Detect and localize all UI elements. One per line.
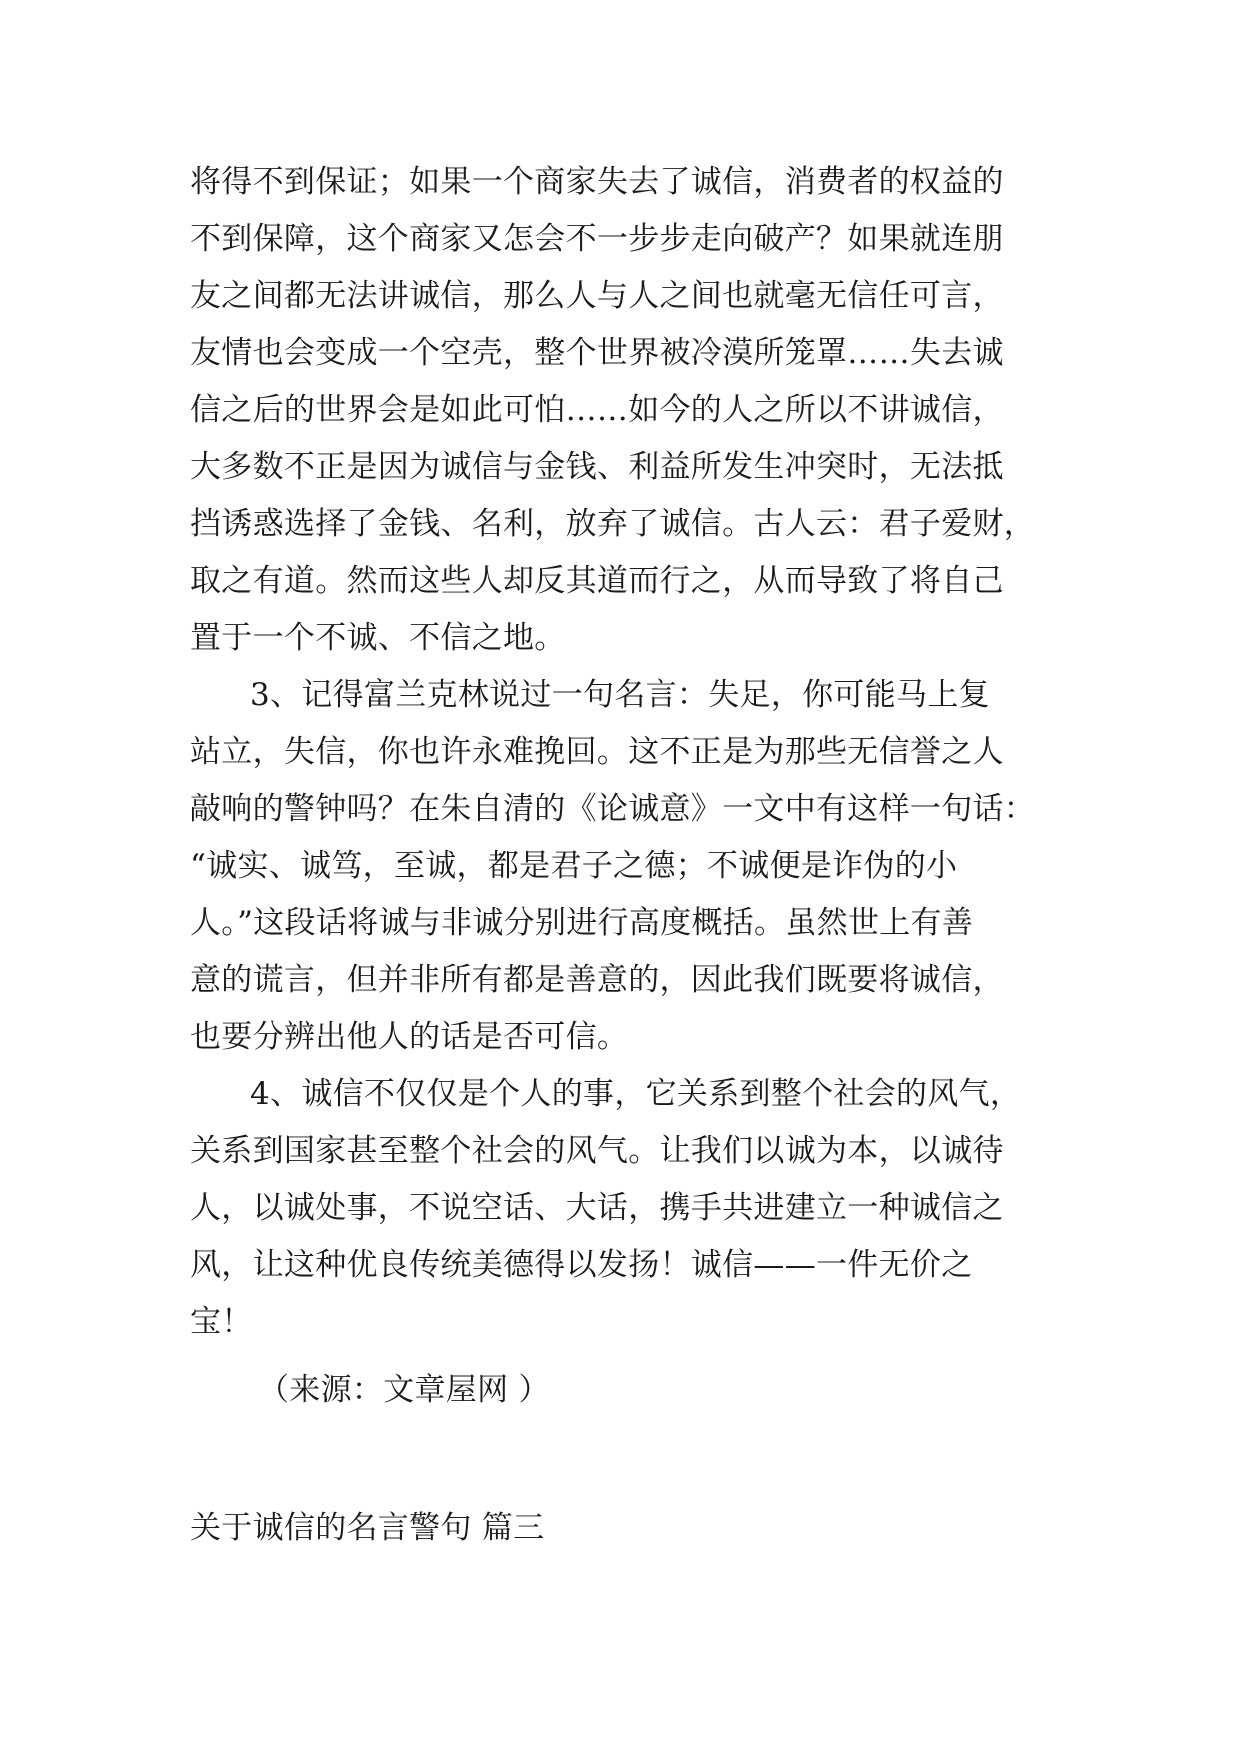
- source-note: （来源：文章屋网 ）: [258, 1372, 550, 1408]
- body-text-line: 也要分辨出他人的话是否可信。: [190, 1019, 629, 1055]
- body-text-line: “诚实、诚笃，至诚，都是君子之德；不诚便是诈伪的小: [190, 848, 958, 884]
- body-text-line: 友情也会变成一个空壳，整个世界被冷漠所笼罩……失去诚: [190, 335, 1004, 371]
- body-text-line: 信之后的世界会是如此可怕……如今的人之所以不讲诚信，: [190, 392, 1004, 428]
- body-text-line: 敲响的警钟吗？在朱自清的《论诚意》一文中有这样一句话：: [190, 791, 1036, 827]
- body-text-line: 友之间都无法讲诚信，那么人与人之间也就毫无信任可言，: [190, 278, 1004, 314]
- body-text-line: 风，让这种优良传统美德得以发扬！诚信——一件无价之: [190, 1247, 973, 1283]
- section-heading: 关于诚信的名言警句 篇三: [190, 1510, 545, 1546]
- body-text-line: 站立，失信，你也许永难挽回。这不正是为那些无信誉之人: [190, 734, 1004, 770]
- body-text-line: 挡诱惑选择了金钱、名利，放弃了诚信。古人云：君子爱财，: [190, 506, 1036, 542]
- body-text-line: 置于一个不诚、不信之地。: [190, 620, 566, 656]
- body-text-line: 取之有道。然而这些人却反其道而行之，从而导致了将自己: [190, 563, 1004, 599]
- body-text-line: 不到保障，这个商家又怎会不一步步走向破产？如果就连朋: [190, 221, 1004, 257]
- body-text-line: 人。”这段话将诚与非诚分别进行高度概括。虽然世上有善: [190, 905, 974, 941]
- body-text-line: 意的谎言，但并非所有都是善意的，因此我们既要将诚信，: [190, 962, 1004, 998]
- paragraph-3-first-line: 3、记得富兰克林说过一句名言：失足，你可能马上复: [250, 677, 990, 713]
- body-text-line: 人，以诚处事，不说空话、大话，携手共进建立一种诚信之: [190, 1190, 1004, 1226]
- body-text-line: 将得不到保证；如果一个商家失去了诚信，消费者的权益的: [190, 164, 1004, 200]
- body-text-line: 宝！: [190, 1304, 253, 1340]
- paragraph-4-first-line: 4、诚信不仅仅是个人的事，它关系到整个社会的风气，: [250, 1076, 1022, 1112]
- body-text-line: 大多数不正是因为诚信与金钱、利益所发生冲突时，无法抵: [190, 449, 1004, 485]
- body-text-line: 关系到国家甚至整个社会的风气。让我们以诚为本，以诚待: [190, 1133, 1004, 1169]
